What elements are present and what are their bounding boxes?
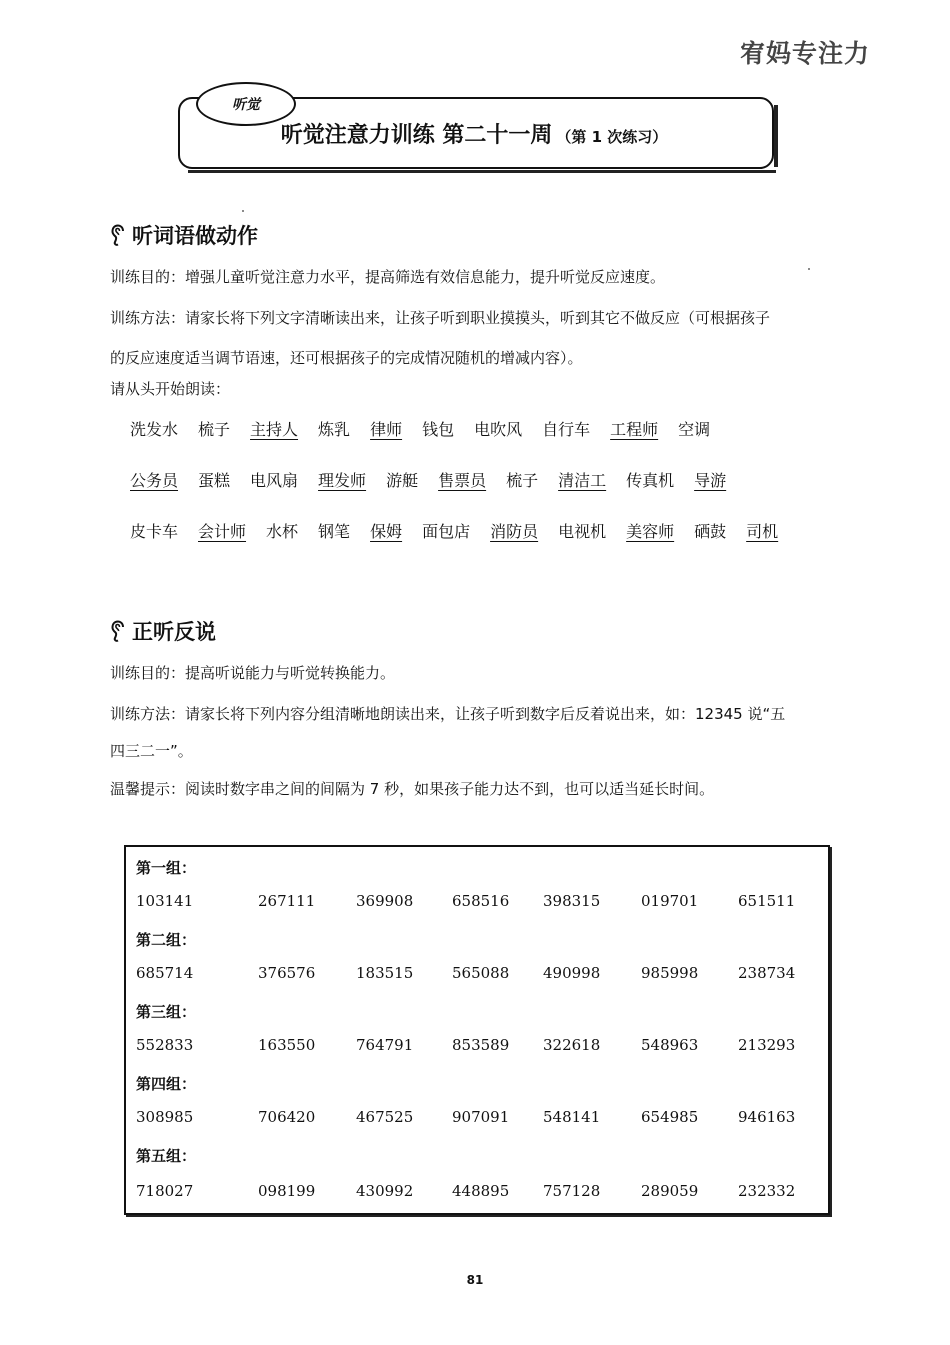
word: 电吹风: [474, 420, 523, 439]
number-string: 718027: [136, 1182, 194, 1200]
section1-method-1: 训练方法：请家长将下列文字清晰读出来，让孩子听到职业摸摸头，听到其它不做反应（可根据孩子: [110, 309, 771, 327]
word-profession: 清洁工: [558, 471, 607, 490]
word: 皮卡车: [130, 522, 179, 541]
section2-method-2: 四三二一”。: [110, 742, 193, 760]
number-string: 853589: [452, 1036, 510, 1054]
number-string: 764791: [356, 1036, 414, 1054]
number-string: 430992: [356, 1182, 414, 1200]
number-string: 490998: [543, 964, 601, 982]
word-profession: 理发师: [318, 471, 367, 490]
page-title: [178, 118, 770, 149]
number-string: 232332: [738, 1182, 796, 1200]
word-profession: 司机: [746, 522, 779, 541]
scan-speck: [808, 268, 810, 270]
word: 自行车: [542, 420, 591, 439]
category-tag: 听觉: [196, 82, 296, 126]
number-string: 467525: [356, 1108, 414, 1126]
word: 梳子: [506, 471, 539, 490]
group-label: 第五组：: [136, 1147, 197, 1165]
number-string: 946163: [738, 1108, 796, 1126]
brand-logo: 宥妈专注力: [739, 39, 870, 68]
word-profession: 主持人: [250, 420, 299, 439]
group-numbers: [136, 1182, 816, 1206]
word-row-3: [130, 519, 798, 542]
word-profession: 工程师: [610, 420, 659, 439]
section2-heading-text: 正听反说: [132, 620, 216, 644]
group-numbers: [136, 892, 816, 916]
number-string: 376576: [258, 964, 316, 982]
word: 钢笔: [318, 522, 351, 541]
section2-method-1: 训练方法：请家长将下列内容分组清晰地朗读出来，让孩子听到数字后反着说出来，如：12345 说“五: [110, 705, 786, 723]
word-profession: 会计师: [198, 522, 247, 541]
word: 炼乳: [318, 420, 351, 439]
number-string: 163550: [258, 1036, 316, 1054]
group-label: 第二组：: [136, 931, 197, 949]
section2-tip: 温馨提示：阅读时数字串之间的间隔为 7 秒，如果孩子能力达不到，也可以适当延长时间。: [110, 780, 715, 798]
section1-heading: [110, 220, 258, 250]
word-row-1: [130, 417, 730, 440]
number-string: 548141: [543, 1108, 601, 1126]
title-subtitle: （第 1 次练习）: [556, 128, 668, 146]
word: 钱包: [422, 420, 455, 439]
word: 电风扇: [250, 471, 299, 490]
number-string: 985998: [641, 964, 699, 982]
group-label: 第一组：: [136, 859, 197, 877]
word: 硒鼓: [694, 522, 727, 541]
number-string: 308985: [136, 1108, 194, 1126]
word: 水杯: [266, 522, 299, 541]
number-string: 552833: [136, 1036, 194, 1054]
word: 电视机: [558, 522, 607, 541]
scan-speck: [242, 210, 244, 212]
word-profession: 售票员: [438, 471, 487, 490]
number-string: 907091: [452, 1108, 510, 1126]
word: 游艇: [386, 471, 419, 490]
section1-heading-text: 听词语做动作: [132, 224, 258, 248]
number-groups-table: [124, 845, 830, 1215]
number-string: 658516: [452, 892, 510, 910]
number-string: 369908: [356, 892, 414, 910]
number-string: 548963: [641, 1036, 699, 1054]
word-profession: 公务员: [130, 471, 179, 490]
word: 洗发水: [130, 420, 179, 439]
word: 空调: [678, 420, 711, 439]
number-string: 757128: [543, 1182, 601, 1200]
word: 面包店: [422, 522, 471, 541]
number-string: 685714: [136, 964, 194, 982]
number-string: 651511: [738, 892, 796, 910]
number-string: 289059: [641, 1182, 699, 1200]
ear-icon: [110, 620, 128, 642]
number-string: 654985: [641, 1108, 699, 1126]
number-string: 098199: [258, 1182, 316, 1200]
section2-heading: [110, 616, 216, 646]
word-row-2: [130, 468, 746, 491]
number-string: 565088: [452, 964, 510, 982]
title-text: 听觉注意力训练 第二十一周: [280, 123, 553, 148]
section2-purpose: 训练目的：提高听说能力与听觉转换能力。: [110, 664, 396, 682]
ear-icon: [110, 224, 128, 246]
number-string: 019701: [641, 892, 699, 910]
number-string: 238734: [738, 964, 796, 982]
number-string: 183515: [356, 964, 414, 982]
group-label: 第三组：: [136, 1003, 197, 1021]
number-string: 322618: [543, 1036, 601, 1054]
page-number: 81: [466, 1273, 484, 1287]
word-profession: 导游: [694, 471, 727, 490]
word: 梳子: [198, 420, 231, 439]
group-numbers: [136, 1036, 816, 1060]
number-string: 448895: [452, 1182, 510, 1200]
section1-start: 请从头开始朗读：: [110, 380, 231, 398]
number-string: 267111: [258, 892, 316, 910]
section1-purpose: 训练目的：增强儿童听觉注意力水平，提高筛选有效信息能力，提升听觉反应速度。: [110, 268, 666, 286]
word: 传真机: [626, 471, 675, 490]
word-profession: 律师: [370, 420, 403, 439]
group-numbers: [136, 1108, 816, 1132]
word-profession: 保姆: [370, 522, 403, 541]
word-profession: 美容师: [626, 522, 675, 541]
group-label: 第四组：: [136, 1075, 197, 1093]
number-string: 103141: [136, 892, 194, 910]
number-string: 213293: [738, 1036, 796, 1054]
section1-method-2: 的反应速度适当调节语速，还可根据孩子的完成情况随机的增减内容）。: [110, 349, 583, 367]
word: 蛋糕: [198, 471, 231, 490]
number-string: 706420: [258, 1108, 316, 1126]
word-profession: 消防员: [490, 522, 539, 541]
number-string: 398315: [543, 892, 601, 910]
group-numbers: [136, 964, 816, 988]
